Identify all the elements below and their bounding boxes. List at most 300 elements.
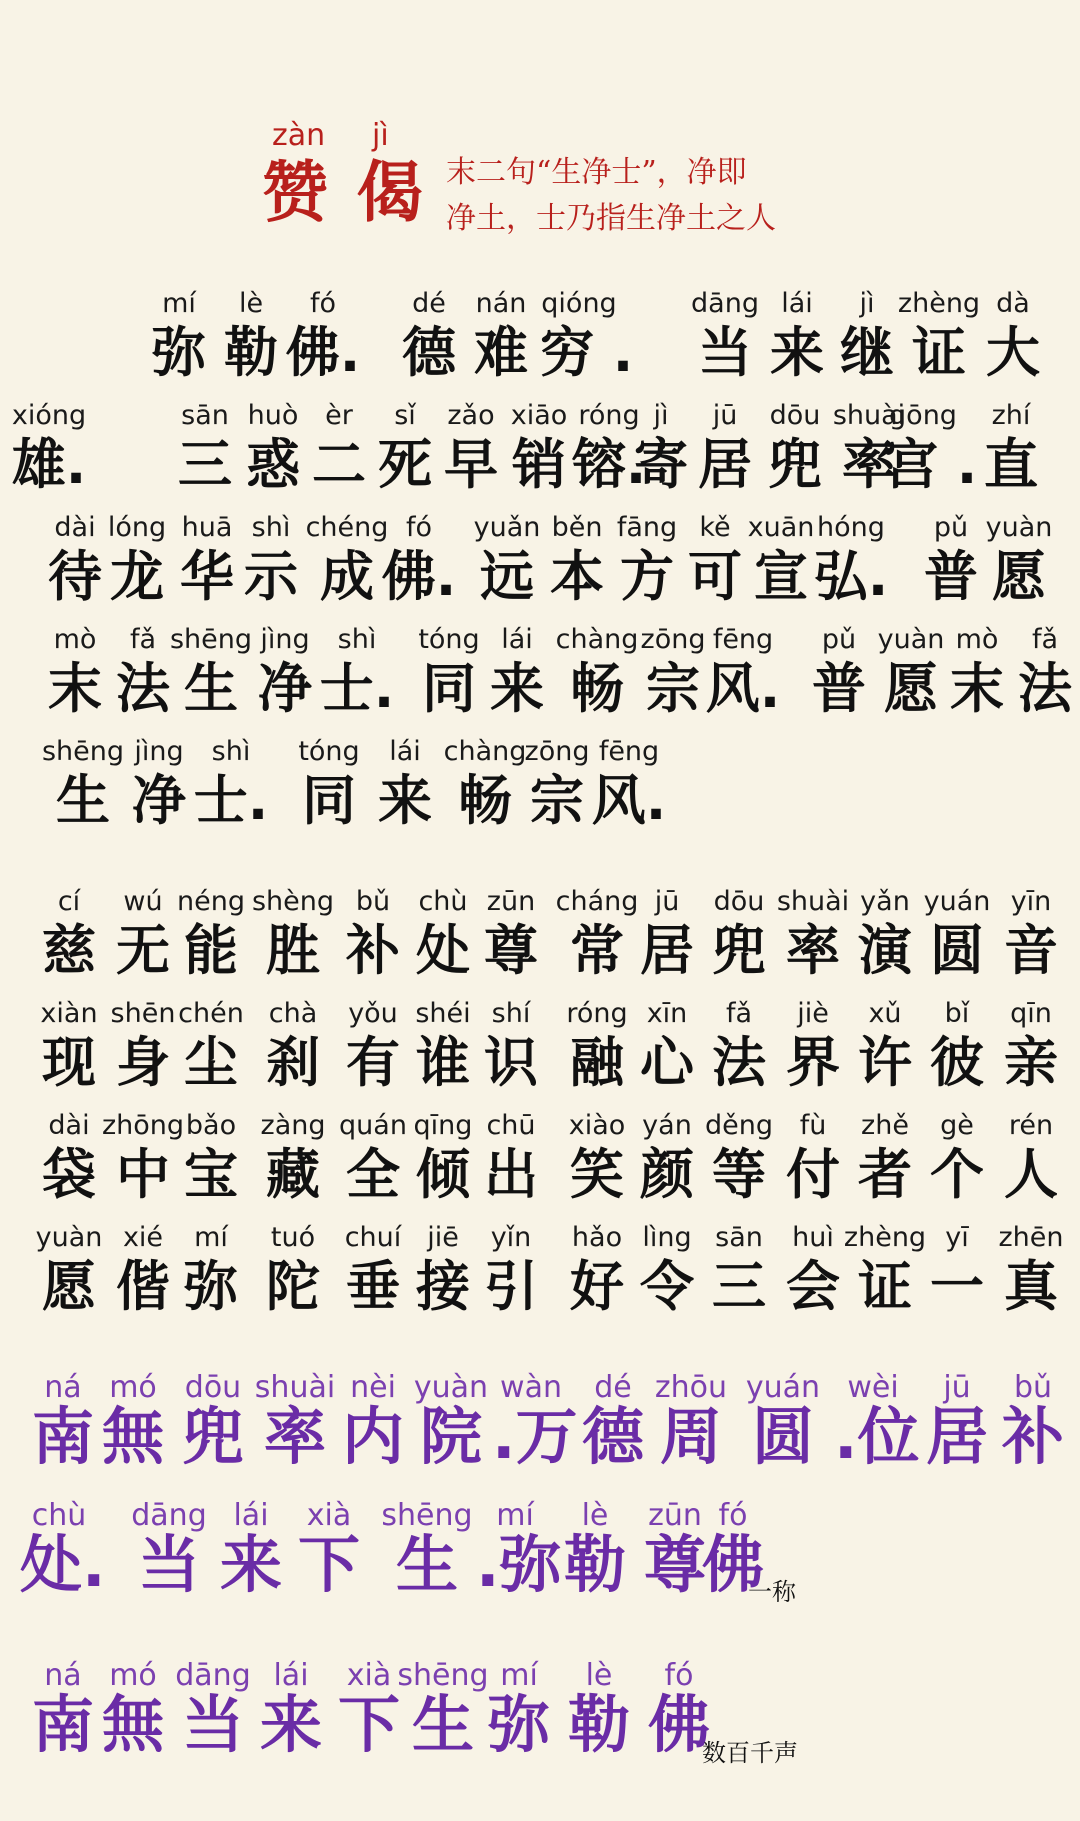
hanzi: 内 <box>341 1400 404 1473</box>
hanzi: 龙 <box>110 545 164 608</box>
hanzi: 同 <box>302 769 356 832</box>
syllable <box>992 998 1070 1108</box>
hanzi: 居 <box>698 433 752 496</box>
hanzi: 法 <box>712 1031 766 1094</box>
pinyin: nèi <box>350 1370 396 1405</box>
pinyin: wú <box>123 886 163 917</box>
hanzi: 圆 <box>751 1400 814 1473</box>
hanzi: 许 <box>858 1031 912 1094</box>
pinyin: pǔ <box>933 512 969 543</box>
hanzi: 继 <box>840 321 894 384</box>
pinyin: cháng <box>555 886 639 917</box>
pinyin: qióng <box>541 288 617 319</box>
hanzi: 会 <box>786 1255 840 1318</box>
hanzi: 率 <box>263 1400 326 1473</box>
pinyin: lái <box>389 736 421 767</box>
hanzi: 一 <box>930 1255 984 1318</box>
hanzi: 无 <box>116 919 170 982</box>
pinyin: dāng <box>175 1658 251 1693</box>
hanzi: 下 <box>337 1688 400 1761</box>
hanzi: 德 <box>581 1400 644 1473</box>
syllable <box>540 288 634 398</box>
pinyin: fēng <box>712 624 774 655</box>
pinyin: xǔ <box>868 998 902 1029</box>
pinyin: zhōng <box>101 1110 185 1141</box>
hanzi: 演 <box>858 919 912 982</box>
pinyin: yuàn <box>877 624 945 655</box>
hanzi: 兜 <box>768 433 822 496</box>
hanzi: 二 <box>312 433 366 496</box>
pinyin: mó <box>109 1658 157 1693</box>
pinyin: yǒu <box>348 998 398 1029</box>
hanzi: 处 <box>416 919 470 982</box>
hanzi: 寄 <box>634 433 688 496</box>
pinyin: hǎo <box>571 1222 623 1253</box>
pinyin: róng <box>566 998 628 1029</box>
hanzi: 法 <box>116 657 170 720</box>
hanzi: 当 <box>137 1528 200 1601</box>
pinyin: chéng <box>305 512 389 543</box>
pinyin: rén <box>1008 1110 1054 1141</box>
hanzi: 远 <box>480 545 534 608</box>
pinyin: wàn <box>500 1370 562 1405</box>
verse-line <box>0 1110 1080 1220</box>
hanzi: 生 <box>56 769 110 832</box>
hanzi: 南 <box>31 1688 94 1761</box>
pinyin: yán <box>642 1110 692 1141</box>
hanzi: 好 <box>570 1255 624 1318</box>
pinyin: běn <box>551 512 603 543</box>
hanzi: 生 <box>395 1528 458 1601</box>
pinyin: shì <box>211 736 251 767</box>
hanzi: 刹 <box>266 1031 320 1094</box>
pinyin: fǎ <box>1031 624 1059 655</box>
title-block <box>262 118 462 238</box>
pinyin: nán <box>475 288 527 319</box>
pinyin: fó <box>309 288 337 319</box>
hanzi: 慈 <box>42 919 96 982</box>
pinyin: chén <box>178 998 244 1029</box>
pinyin: huā <box>181 512 233 543</box>
syllable <box>1006 624 1080 734</box>
hanzi: 风. <box>705 657 781 720</box>
title-pinyin-2: jì <box>372 118 389 153</box>
hanzi: 出 <box>484 1143 538 1206</box>
hanzi: 难 <box>474 321 528 384</box>
verse-line <box>0 1500 1080 1610</box>
hanzi: 早 <box>444 433 498 496</box>
hanzi: 融 <box>570 1031 624 1094</box>
hanzi: 兜 <box>181 1400 244 1473</box>
pinyin: chàng <box>555 624 639 655</box>
hanzi: 院 <box>419 1400 482 1473</box>
pinyin: néng <box>177 886 245 917</box>
hanzi: 现 <box>42 1031 96 1094</box>
pinyin: yuàn <box>35 1222 103 1253</box>
homage-2-note: 数百千声 <box>702 1739 798 1767</box>
pinyin: dāng <box>691 288 759 319</box>
hanzi: 颜 <box>640 1143 694 1206</box>
pinyin: mí <box>162 288 196 319</box>
verse-line <box>0 998 1080 1108</box>
pinyin: ná <box>44 1658 82 1693</box>
pinyin: zhèng <box>843 1222 927 1253</box>
hanzi: 弥 <box>184 1255 238 1318</box>
pinyin: chū <box>486 1110 536 1141</box>
hanzi: 無 <box>101 1400 164 1473</box>
hanzi: 周 <box>659 1400 722 1473</box>
hanzi: 死 <box>378 433 432 496</box>
pinyin: shēng <box>381 1498 473 1533</box>
pinyin: jiè <box>797 998 829 1029</box>
pinyin: dōu <box>184 1370 242 1405</box>
hanzi: 佛. <box>381 545 457 608</box>
pinyin: shēn <box>110 998 176 1029</box>
pinyin: děng <box>704 1110 773 1141</box>
hanzi: 末 <box>950 657 1004 720</box>
hanzi: 士. <box>319 657 395 720</box>
title-char-1: 赞 <box>262 154 328 231</box>
pinyin: jì <box>859 288 875 319</box>
hanzi: 个 <box>930 1143 984 1206</box>
pinyin: zǎo <box>447 400 495 431</box>
pinyin: lè <box>585 1658 613 1693</box>
pinyin: ná <box>44 1370 82 1405</box>
hanzi: 三 <box>712 1255 766 1318</box>
pinyin: xiāo <box>510 400 568 431</box>
pinyin: sān <box>715 1222 763 1253</box>
pinyin: qīn <box>1010 998 1052 1029</box>
pinyin: mò <box>53 624 97 655</box>
hanzi: 藏 <box>266 1143 320 1206</box>
title-pinyin-1: zàn <box>272 118 326 153</box>
syllable <box>20 1498 106 1610</box>
pinyin: lìng <box>642 1222 692 1253</box>
hanzi: 有 <box>346 1031 400 1094</box>
hanzi: 方 <box>620 545 674 608</box>
title-note-line-2: 净土，士乃指生净土之人 <box>446 201 776 236</box>
hanzi: 宫 . <box>884 433 978 496</box>
hanzi: 弥 <box>152 321 206 384</box>
hanzi: 宗 <box>646 657 700 720</box>
pinyin: chà <box>268 998 318 1029</box>
pinyin: huò <box>247 400 299 431</box>
pinyin: qīng <box>413 1110 473 1141</box>
hanzi: 能 <box>184 919 238 982</box>
verse-line <box>0 1372 1080 1482</box>
hanzi: 穷 . <box>540 321 634 384</box>
pinyin: shēng <box>41 736 125 767</box>
pinyin: zhě <box>861 1110 909 1141</box>
hanzi: 彼 <box>930 1031 984 1094</box>
pinyin: shì <box>251 512 291 543</box>
pinyin: zūn <box>648 1498 702 1533</box>
hanzi: 無 <box>101 1688 164 1761</box>
syllable <box>192 736 270 846</box>
pinyin: dōu <box>769 400 821 431</box>
pinyin: yuán <box>745 1370 821 1405</box>
hanzi: 全 <box>346 1143 400 1206</box>
hanzi: 接 <box>416 1255 470 1318</box>
hanzi: 识 <box>484 1031 538 1094</box>
pinyin: xiào <box>568 1110 626 1141</box>
hanzi: 本 <box>550 545 604 608</box>
hanzi: 中 <box>116 1143 170 1206</box>
hanzi: 佛. <box>285 321 361 384</box>
hanzi: 尊 <box>643 1528 706 1601</box>
pinyin: èr <box>325 400 353 431</box>
hanzi: 笑 <box>570 1143 624 1206</box>
hanzi: 士. <box>193 769 269 832</box>
hanzi: 来 <box>219 1528 282 1601</box>
pinyin: lái <box>273 1658 309 1693</box>
hanzi: 示 <box>244 545 298 608</box>
homage-1-note: 一称 <box>748 1578 796 1606</box>
hanzi: 风. <box>591 769 667 832</box>
hanzi: 待 <box>48 545 102 608</box>
hanzi: 宝 <box>184 1143 238 1206</box>
hanzi: 畅 <box>570 657 624 720</box>
pinyin: chuí <box>344 1222 402 1253</box>
pinyin: jū <box>654 886 680 917</box>
pinyin: hóng <box>817 512 885 543</box>
pinyin: fó <box>718 1498 748 1533</box>
pinyin: dà <box>996 288 1030 319</box>
pinyin: chù <box>31 1498 87 1533</box>
pinyin: fēng <box>598 736 660 767</box>
hanzi: 等 <box>712 1143 766 1206</box>
hanzi: 勒 <box>563 1528 626 1601</box>
hanzi: 愿 <box>42 1255 96 1318</box>
hanzi: 兜 <box>712 919 766 982</box>
pinyin: yuàn <box>985 512 1053 543</box>
pinyin: shēng <box>169 624 253 655</box>
pinyin: lái <box>233 1498 269 1533</box>
hanzi: 音 <box>1004 919 1058 982</box>
hanzi: 界 <box>786 1031 840 1094</box>
verse-line <box>0 886 1080 996</box>
pinyin: jìng <box>134 736 184 767</box>
syllable <box>10 400 88 510</box>
pinyin: lóng <box>107 512 167 543</box>
hanzi: 普 <box>812 657 866 720</box>
pinyin: fǎ <box>129 624 157 655</box>
pinyin: yuán <box>923 886 991 917</box>
pinyin: lè <box>238 288 264 319</box>
hanzi: 真 <box>1004 1255 1058 1318</box>
pinyin: tóng <box>298 736 360 767</box>
pinyin: fó <box>405 512 433 543</box>
syllable <box>290 1500 368 1610</box>
hanzi: 勒 <box>224 321 278 384</box>
hanzi: 处. <box>20 1528 106 1601</box>
pinyin: bǐ <box>944 998 970 1029</box>
hanzi: 成 <box>320 545 374 608</box>
hanzi: 陀 <box>266 1255 320 1318</box>
syllable <box>980 512 1058 622</box>
verse-line <box>0 624 1080 734</box>
pinyin: sǐ <box>394 400 416 431</box>
pinyin: xuān <box>747 512 815 543</box>
hanzi: 愿 <box>884 657 938 720</box>
pinyin: yī <box>945 1222 969 1253</box>
pinyin: fó <box>664 1658 694 1693</box>
pinyin: yuàn <box>413 1370 489 1405</box>
syllable <box>992 1222 1070 1332</box>
hanzi: 宣 <box>754 545 808 608</box>
hanzi: 率 <box>786 919 840 982</box>
hanzi: .弥 <box>476 1528 562 1601</box>
pinyin: zhèng <box>897 288 981 319</box>
syllable <box>992 1110 1070 1220</box>
hanzi: 亲 <box>1004 1031 1058 1094</box>
pinyin: xié <box>122 1222 164 1253</box>
hanzi: 南 <box>31 1400 94 1473</box>
pinyin: dài <box>48 1110 90 1141</box>
hanzi: 来 <box>259 1688 322 1761</box>
pinyin: shèng <box>251 886 335 917</box>
hanzi: 尘 <box>184 1031 238 1094</box>
hanzi: 法 <box>1018 657 1072 720</box>
pinyin: jìng <box>260 624 310 655</box>
pinyin: dōu <box>713 886 765 917</box>
hanzi: 引 <box>484 1255 538 1318</box>
hanzi: 勒 <box>567 1688 630 1761</box>
pinyin: zhōu <box>654 1370 728 1405</box>
hanzi: 心 <box>640 1031 694 1094</box>
pinyin: mó <box>109 1370 157 1405</box>
pinyin: gè <box>940 1110 974 1141</box>
pinyin: zūn <box>486 886 536 917</box>
pinyin: chàng <box>443 736 527 767</box>
hanzi: 胜 <box>266 919 320 982</box>
pinyin: xiàn <box>40 998 98 1029</box>
pinyin: yuǎn <box>473 512 541 543</box>
hanzi: 来 <box>770 321 824 384</box>
hanzi: 镕. <box>571 433 647 496</box>
hanzi: 净 <box>132 769 186 832</box>
pinyin: huì <box>792 1222 834 1253</box>
syllable <box>992 886 1070 996</box>
pinyin: sān <box>181 400 229 431</box>
pinyin: mí <box>500 1658 538 1693</box>
hanzi: 三 <box>178 433 232 496</box>
hanzi: 普 <box>924 545 978 608</box>
pinyin: jiē <box>427 1222 459 1253</box>
title-char-2: 偈 <box>357 154 423 231</box>
pinyin: jū <box>943 1370 971 1405</box>
pinyin: jū <box>712 400 738 431</box>
pinyin: lái <box>781 288 813 319</box>
hanzi: 佛 <box>647 1688 710 1761</box>
hanzi: 居 <box>925 1400 988 1473</box>
verse-line <box>0 512 1080 622</box>
hanzi: .位 <box>834 1400 920 1473</box>
hanzi: 补 <box>1001 1400 1064 1473</box>
pinyin: jì <box>653 400 669 431</box>
hanzi: 华 <box>180 545 234 608</box>
pinyin: yǐn <box>490 1222 532 1253</box>
syllable <box>972 400 1050 510</box>
hanzi: 身 <box>116 1031 170 1094</box>
pinyin: mí <box>496 1498 534 1533</box>
hanzi: 销 <box>512 433 566 496</box>
pinyin: mí <box>194 1222 228 1253</box>
hanzi: 补 <box>346 919 400 982</box>
pinyin: fāng <box>616 512 678 543</box>
hanzi: 常 <box>570 919 624 982</box>
hanzi: 宗 <box>530 769 584 832</box>
pinyin: lái <box>501 624 533 655</box>
hanzi: 居 <box>640 919 694 982</box>
pinyin: dé <box>594 1370 632 1405</box>
hanzi: 德 <box>402 321 456 384</box>
pinyin: xióng <box>11 400 87 431</box>
pinyin: wèi <box>847 1370 899 1405</box>
pinyin: shuài <box>776 886 850 917</box>
hanzi: 末 <box>48 657 102 720</box>
pinyin: tuó <box>270 1222 316 1253</box>
hanzi: 净 <box>258 657 312 720</box>
pinyin: zhēn <box>998 1222 1064 1253</box>
hanzi: 证 <box>858 1255 912 1318</box>
hanzi: 畅 <box>458 769 512 832</box>
hanzi: 下 <box>297 1528 360 1601</box>
hanzi: 令 <box>640 1255 694 1318</box>
hanzi: 倾 <box>416 1143 470 1206</box>
hanzi: 谁 <box>416 1031 470 1094</box>
hanzi: 尊 <box>484 919 538 982</box>
pinyin: róng <box>578 400 640 431</box>
hanzi: .万 <box>492 1400 578 1473</box>
hanzi: 生 <box>411 1688 474 1761</box>
hanzi: 人 <box>1004 1143 1058 1206</box>
pinyin: shéi <box>415 998 471 1029</box>
pinyin: bǔ <box>1013 1370 1053 1405</box>
pinyin: shí <box>491 998 531 1029</box>
pinyin: bǔ <box>355 886 391 917</box>
verse-line <box>0 1222 1080 1332</box>
hanzi: 同 <box>422 657 476 720</box>
hanzi: 当 <box>698 321 752 384</box>
verse-line <box>0 288 1080 398</box>
pinyin: xià <box>346 1658 392 1693</box>
verse-line <box>0 736 1080 846</box>
hanzi: 来 <box>490 657 544 720</box>
verse-line <box>0 1660 1080 1770</box>
syllable <box>284 288 362 398</box>
hanzi: 佛 <box>701 1528 764 1601</box>
title-note <box>446 150 826 242</box>
syllable <box>974 288 1052 398</box>
pinyin: zōng <box>640 624 706 655</box>
pinyin: shuài <box>832 400 906 431</box>
hanzi: 直 <box>984 433 1038 496</box>
verse-line <box>0 400 1080 510</box>
pinyin: fǎ <box>725 998 753 1029</box>
hanzi: 生 <box>184 657 238 720</box>
hanzi: 惑 <box>246 433 300 496</box>
syllable <box>994 1372 1072 1482</box>
pinyin: tóng <box>418 624 480 655</box>
pinyin: cí <box>57 886 81 917</box>
hanzi: 弘. <box>813 545 889 608</box>
pinyin: dé <box>412 288 446 319</box>
pinyin: yīn <box>1010 886 1052 917</box>
pinyin: dāng <box>131 1498 207 1533</box>
pinyin: lè <box>581 1498 609 1533</box>
pinyin: mò <box>955 624 999 655</box>
